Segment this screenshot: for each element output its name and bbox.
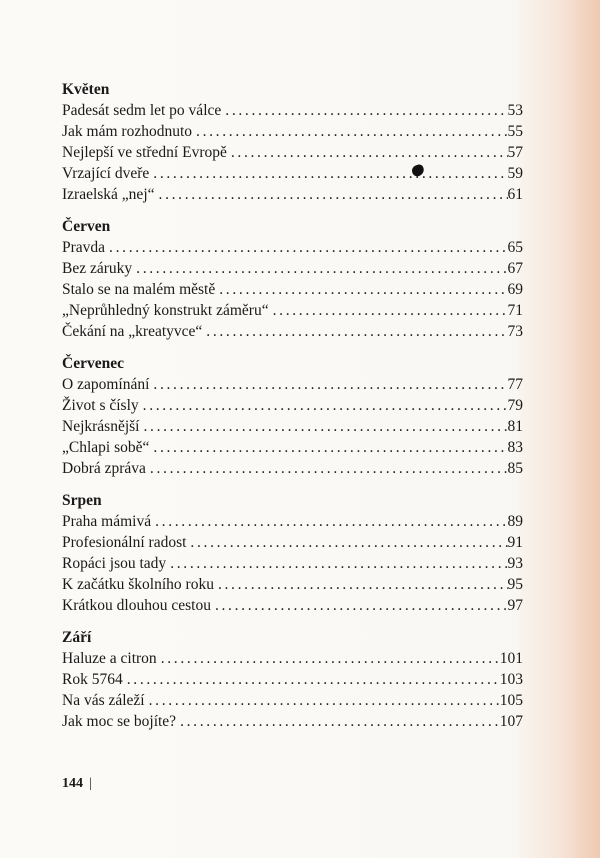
dot-leader: [161, 648, 500, 669]
toc-entry: [62, 163, 523, 184]
toc-entry: [62, 458, 523, 479]
dot-leader: [218, 574, 508, 595]
entry-page: 77: [507, 376, 523, 393]
section-heading: Květen: [62, 81, 110, 98]
dot-leader: [159, 184, 508, 205]
page-number: 144: [62, 776, 83, 791]
entry-page: 81: [507, 418, 523, 435]
dot-leader: [155, 511, 507, 532]
entry-page: 101: [499, 650, 523, 667]
toc-entry: [62, 574, 523, 595]
toc-entry: [62, 595, 523, 616]
toc-section: [62, 353, 523, 479]
entry-page: 55: [507, 123, 523, 140]
toc-entry: [62, 648, 523, 669]
dot-leader: [206, 321, 507, 342]
toc-entry: [62, 121, 523, 142]
toc-section: [62, 490, 523, 616]
entry-page: 105: [499, 692, 523, 709]
entry-page: 85: [507, 460, 523, 477]
toc-entry: [62, 669, 523, 690]
toc-entry: [62, 532, 523, 553]
toc-entry: [62, 553, 523, 574]
dot-leader: [215, 595, 508, 616]
entry-title: Stalo se na malém městě: [62, 281, 216, 298]
toc-entry: [62, 300, 523, 321]
dot-leader: [153, 437, 507, 458]
entry-title: Čekání na „kreatyvce“: [62, 323, 203, 340]
entry-title: Život s čísly: [62, 397, 139, 414]
entry-page: 71: [507, 302, 523, 319]
dot-leader: [136, 258, 507, 279]
toc-entry: [62, 321, 523, 342]
dot-leader: [127, 669, 500, 690]
entry-title: Izraelská „nej“: [62, 186, 155, 203]
entry-page: 95: [507, 576, 523, 593]
entry-title: O zapomínání: [62, 376, 150, 393]
toc-entry: [62, 258, 523, 279]
toc-section: [62, 216, 523, 342]
dot-leader: [190, 532, 507, 553]
dot-leader: [143, 395, 508, 416]
entry-title: K začátku školního roku: [62, 576, 214, 593]
toc-entry: [62, 100, 523, 121]
toc-entry: [62, 142, 523, 163]
entry-title: Ropáci jsou tady: [62, 555, 167, 572]
dot-leader: [149, 690, 500, 711]
toc-entry: [62, 237, 523, 258]
entry-page: 97: [507, 597, 523, 614]
toc-entry: [62, 279, 523, 300]
toc-section: [62, 79, 523, 205]
dot-leader: [170, 553, 507, 574]
entry-title: Padesát sedm let po válce: [62, 102, 222, 119]
section-heading: Září: [62, 629, 92, 646]
dot-leader: [109, 237, 507, 258]
dot-leader: [150, 458, 508, 479]
entry-page: 107: [499, 713, 523, 730]
toc-entry: [62, 395, 523, 416]
table-of-contents: [62, 79, 523, 743]
toc-entry: [62, 711, 523, 732]
entry-page: 103: [499, 671, 523, 688]
entry-page: 67: [507, 260, 523, 277]
entry-page: 69: [507, 281, 523, 298]
entry-page: 93: [507, 555, 523, 572]
dot-leader: [196, 121, 507, 142]
dot-leader: [143, 416, 507, 437]
entry-title: Dobrá zpráva: [62, 460, 146, 477]
toc-section: [62, 627, 523, 732]
dot-leader: [153, 374, 507, 395]
section-heading: Červen: [62, 218, 111, 235]
entry-page: 79: [507, 397, 523, 414]
toc-entry: [62, 374, 523, 395]
dot-leader: [180, 711, 500, 732]
entry-title: Pravda: [62, 239, 106, 256]
entry-page: 59: [507, 165, 523, 182]
footer-separator: |: [89, 776, 92, 791]
entry-title: Bez záruky: [62, 260, 133, 277]
entry-page: 53: [507, 102, 523, 119]
toc-entry: [62, 416, 523, 437]
section-heading: Srpen: [62, 492, 102, 509]
dot-leader: [153, 163, 507, 184]
entry-title: Haluze a citron: [62, 650, 157, 667]
dot-leader: [231, 142, 508, 163]
entry-page: 83: [507, 439, 523, 456]
entry-title: Profesionální radost: [62, 534, 187, 551]
entry-title: Krátkou dlouhou cestou: [62, 597, 211, 614]
entry-title: Nejlepší ve střední Evropě: [62, 144, 227, 161]
toc-entry: [62, 690, 523, 711]
dot-leader: [273, 300, 508, 321]
entry-title: Rok 5764: [62, 671, 123, 688]
entry-page: 65: [507, 239, 523, 256]
entry-title: Vrzající dveře: [62, 165, 150, 182]
dot-leader: [225, 100, 507, 121]
entry-page: 57: [507, 144, 523, 161]
section-heading: Červenec: [62, 355, 124, 372]
entry-title: Na vás záleží: [62, 692, 145, 709]
entry-title: Praha mámivá: [62, 513, 152, 530]
entry-page: 61: [507, 186, 523, 203]
entry-page: 89: [507, 513, 523, 530]
page-footer: [62, 776, 92, 792]
entry-title: „Neprůhledný konstrukt záměru“: [62, 302, 269, 319]
entry-title: Jak moc se bojíte?: [62, 713, 177, 730]
entry-page: 91: [507, 534, 523, 551]
dot-leader: [219, 279, 507, 300]
entry-title: „Chlapi sobě“: [62, 439, 150, 456]
entry-title: Nejkrásnější: [62, 418, 140, 435]
toc-entry: [62, 184, 523, 205]
toc-entry: [62, 511, 523, 532]
entry-page: 73: [507, 323, 523, 340]
toc-entry: [62, 437, 523, 458]
entry-title: Jak mám rozhodnuto: [62, 123, 193, 140]
